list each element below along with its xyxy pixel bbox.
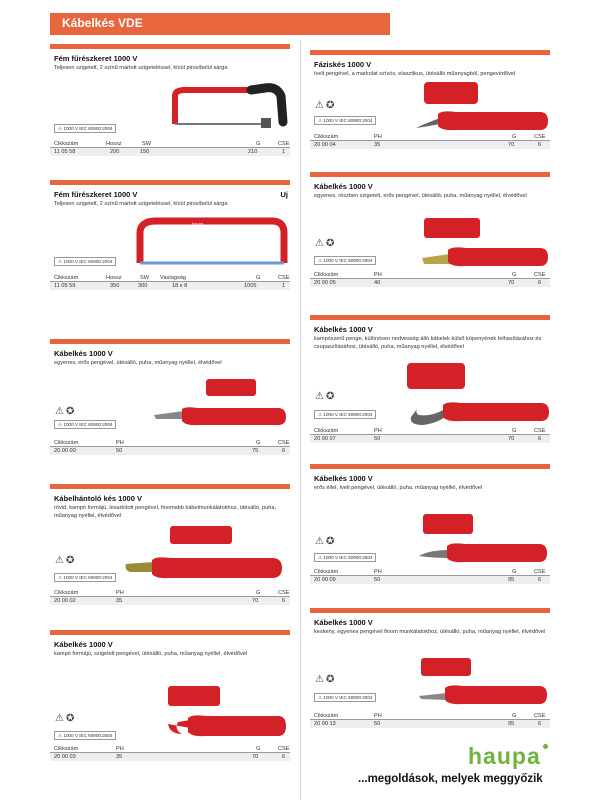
product-card-110558 — [50, 44, 290, 159]
product-title: Kábelkés 1000 V — [54, 349, 113, 358]
card-accent-bar — [310, 315, 550, 320]
insulation-triangle-icon: ⚠ — [55, 555, 66, 566]
product-title: Kábelhántoló kés 1000 V — [54, 494, 142, 503]
insulation-triangle-icon: ⚠ — [315, 238, 326, 249]
certification-badge: ⚠ 1000 V IEC 60900:2004 — [314, 410, 376, 419]
gs-mark-icon: ✪ — [325, 100, 337, 111]
insulation-triangle-icon: ⚠ — [315, 536, 326, 547]
cable-knife-image — [150, 379, 290, 444]
product-title: Kábelkés 1000 V — [314, 618, 373, 627]
table-header: Cikkszám PH G CSE — [50, 589, 290, 597]
product-description: keskeny, egyenes pengével finom munkálatokhoz, ütésálló, puha, műanyag nyéllel, élvédővel — [314, 629, 546, 635]
table-header: Cikkszám PH G CSE — [310, 712, 550, 720]
product-table — [50, 274, 290, 290]
product-card-200007 — [310, 315, 550, 445]
table-row: 20 00 07 50 70 6 — [310, 435, 550, 443]
card-accent-bar — [50, 339, 290, 344]
product-table — [310, 427, 550, 443]
cert-icon: ⚠ — [58, 575, 64, 580]
partially-insulated-knife-image — [420, 216, 550, 272]
certification-badge: ⚠ 1000 V IEC 60900:2004 — [54, 257, 116, 266]
column-divider — [300, 40, 301, 800]
table-header: Cikkszám PH G CSE — [310, 427, 550, 435]
product-card-200009 — [310, 464, 550, 589]
product-table — [50, 439, 290, 455]
table-row: 20 00 04 35 70 6 — [310, 141, 550, 149]
certification-badge: ⚠ 1000 V IEC 60900:2004 — [314, 116, 376, 125]
narrow-blade-knife-image — [415, 656, 550, 712]
table-row: 11 05 59 350 300 18 x 8 1005 1 — [50, 282, 290, 290]
table-header: Cikkszám PH G CSE — [50, 439, 290, 447]
product-card-200000 — [50, 339, 290, 464]
certification-badge: ⚠ 1000 V IEC 60900:2004 — [314, 553, 376, 562]
certification-badge: ⚠ 1000 V IEC 60900:2004 — [314, 693, 376, 702]
product-card-200003 — [50, 630, 290, 768]
gs-mark-icon: ✪ — [325, 674, 337, 685]
insulation-triangle-icon: ⚠ — [315, 100, 326, 111]
gs-mark-icon: ✪ — [65, 406, 77, 417]
product-title: Kábelkés 1000 V — [314, 325, 373, 334]
symbols-row — [55, 406, 76, 417]
product-description: rövid, kampó formájú, lesarkított pengével, finomabb kábelmunkálatokhoz, ütésálló, puha, műanyag nyéllel, élvédővel — [54, 505, 277, 519]
table-row: 11 05 58 200 150 210 1 — [50, 148, 290, 156]
gs-mark-icon: ✪ — [65, 713, 77, 724]
product-title: Fáziskés 1000 V — [314, 60, 372, 69]
insulation-triangle-icon: ⚠ — [55, 406, 66, 417]
product-title: Fém fűrészkeret 1000 V — [54, 190, 138, 199]
symbols-row — [55, 555, 76, 566]
table-row: 20 00 00 50 75 6 — [50, 447, 290, 455]
product-description: ívelt pengével, a markolat szívós, elasztikus, ütésálló műanyagból, pengevédővel — [314, 71, 516, 77]
product-title: Fém fűrészkeret 1000 V — [54, 54, 138, 63]
certification-badge: ⚠ 1000 V IEC 60900:2004 — [54, 731, 116, 740]
card-accent-bar — [310, 464, 550, 469]
cert-icon: ⚠ — [318, 695, 324, 700]
table-header: Cikkszám PH G CSE — [310, 568, 550, 576]
product-table — [50, 140, 290, 156]
product-card-110559 — [50, 180, 290, 295]
gs-mark-icon: ✪ — [325, 536, 337, 547]
card-accent-bar — [50, 630, 290, 635]
product-description: kampó formájú, szigetelt pengével, ütésálló, puha, műanyag nyéllel, élvédővel — [54, 651, 248, 657]
cert-icon: ⚠ — [58, 259, 64, 264]
product-table — [310, 271, 550, 287]
certification-badge: ⚠ 1000 V IEC 60900:2004 — [54, 124, 116, 133]
product-table — [50, 589, 290, 605]
certification-badge: ⚠ 1000 V IEC 60900:2004 — [314, 256, 376, 265]
page-title: Kábelkés VDE — [62, 16, 143, 30]
symbols-row — [315, 674, 336, 685]
hacksaw-frame-image — [165, 82, 290, 140]
curved-blade-knife-image — [415, 512, 550, 572]
product-card-200002 — [50, 484, 290, 609]
cert-icon: ⚠ — [318, 412, 324, 417]
gs-mark-icon: ✪ — [325, 391, 337, 402]
slogan: ...megoldások, melyek meggyőzik — [358, 773, 543, 785]
cable-stripper-knife-image — [120, 526, 290, 588]
card-accent-bar — [50, 44, 290, 49]
hacksaw-frame-image — [132, 213, 290, 271]
product-description: Teljesen szigetelt, 2 színű mártott szigeteléssel, kívül piros/belül sárga — [54, 201, 228, 207]
logo-dot-icon — [543, 744, 548, 749]
table-row: 20 00 03 35 70 6 — [50, 753, 290, 761]
gs-mark-icon: ✪ — [65, 555, 77, 566]
product-card-200004 — [310, 50, 550, 155]
certification-badge: ⚠ 1000 V IEC 60900:2004 — [54, 420, 116, 429]
product-description: kampószerű penge, különösen nedvesség álló kábelek külső köpenyének felhasításához és csupaszításához, ütésálló, puha, műanyag nyéllel, élvédővel — [314, 336, 542, 350]
card-accent-bar — [310, 608, 550, 613]
product-description: Teljesen szigetelt, 2 színű mártott szigeteléssel, kívül piros/belül sárga — [54, 65, 228, 71]
table-header: Cikkszám PH G CSE — [310, 133, 550, 141]
symbols-row — [315, 391, 336, 402]
insulation-triangle-icon: ⚠ — [315, 674, 326, 685]
new-badge: Uj — [280, 190, 288, 199]
table-row: 20 00 02 35 70 6 — [50, 597, 290, 605]
cert-icon: ⚠ — [58, 422, 64, 427]
certification-badge: ⚠ 1000 V IEC 60900:2004 — [54, 573, 116, 582]
product-description: erős éllel, ívelt pengével, ütésálló, puha, műanyag nyéllel, élvédővel — [314, 485, 483, 491]
product-description: egyenes, részben szigetelt, erős pengével, ütésálló, puha, műanyag nyéllel, élvédővel — [314, 193, 527, 199]
product-card-200005 — [310, 172, 550, 292]
product-description: egyenes, erős pengével, ütésálló, puha, műanyag nyéllel, élvédővel — [54, 360, 222, 366]
table-header: Cikkszám PH G CSE — [310, 271, 550, 279]
product-table — [50, 745, 290, 761]
card-accent-bar — [50, 484, 290, 489]
hook-blade-knife-image — [405, 363, 550, 433]
product-title: Kábelkés 1000 V — [314, 474, 373, 483]
product-title: Kábelkés 1000 V — [54, 640, 113, 649]
table-row: 20 00 13 50 95 6 — [310, 720, 550, 728]
card-accent-bar — [310, 172, 550, 177]
table-row: 20 00 09 50 95 6 — [310, 576, 550, 584]
symbols-row — [315, 238, 336, 249]
cert-icon: ⚠ — [318, 555, 324, 560]
symbols-row — [315, 536, 336, 547]
hook-cable-knife-image — [160, 684, 290, 746]
card-accent-bar — [50, 180, 290, 185]
product-table — [310, 133, 550, 149]
product-title: Kábelkés 1000 V — [314, 182, 373, 191]
table-header: Cikkszám PH G CSE — [50, 745, 290, 753]
table-header: Cikkszám Hossz SW G CSE — [50, 140, 290, 148]
symbols-row — [55, 713, 76, 724]
phase-knife-image — [410, 80, 550, 140]
product-card-200013 — [310, 608, 550, 733]
svg-text:haupa: haupa — [192, 221, 204, 226]
cert-icon: ⚠ — [318, 118, 324, 123]
haupa-logo: haupa — [468, 743, 541, 769]
product-table — [310, 568, 550, 584]
table-header: Cikkszám Hossz SW Vastagság G CSE — [50, 274, 290, 282]
insulation-triangle-icon: ⚠ — [55, 713, 66, 724]
gs-mark-icon: ✪ — [325, 238, 337, 249]
card-accent-bar — [310, 50, 550, 55]
cert-icon: ⚠ — [58, 126, 64, 131]
symbols-row — [315, 100, 336, 111]
product-table — [310, 712, 550, 728]
cert-icon: ⚠ — [58, 733, 64, 738]
cert-icon: ⚠ — [318, 258, 324, 263]
insulation-triangle-icon: ⚠ — [315, 391, 326, 402]
table-row: 20 00 05 40 70 6 — [310, 279, 550, 287]
